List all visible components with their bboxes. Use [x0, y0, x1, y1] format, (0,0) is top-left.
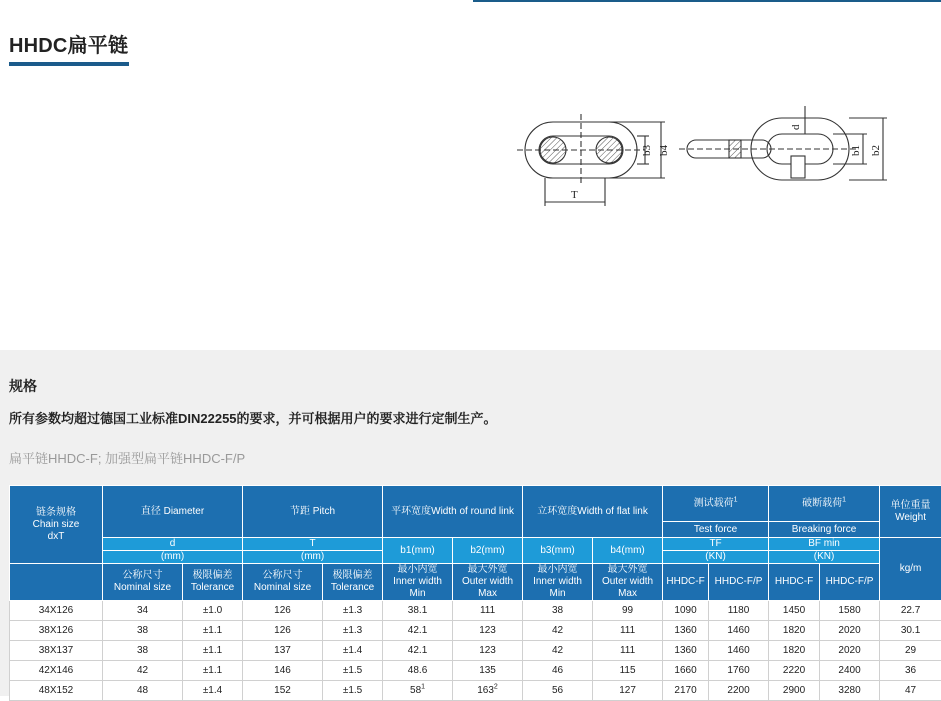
col-bf-unit: (KN)	[769, 551, 880, 564]
col-breaking-cn: 破断载荷$^1$	[769, 486, 880, 522]
col-flat-width: 立环宽度Width of flat link	[523, 486, 663, 538]
label-T: T	[571, 189, 578, 201]
col-t-nominal: 公称尺寸 Nominal size	[243, 564, 323, 601]
cell-tf-f: 1660	[663, 661, 709, 681]
cell-bf-fp: 3280	[820, 681, 880, 701]
col-d-tolerance: 极限偏差 Tolerance	[183, 564, 243, 601]
col-t-unit: (mm)	[243, 551, 383, 564]
col-round-width: 平环宽度Width of round link	[383, 486, 523, 538]
cell-t-tol: ±1.5	[323, 661, 383, 681]
cell-bf-fp: 1580	[820, 601, 880, 621]
col-b4-outer: 最大外宽 Outer width Max	[593, 564, 663, 601]
col-b1: b1(mm)	[383, 538, 453, 564]
specs-subtitle: 扁平链HHDC-F; 加强型扁平链HHDC-F/P	[9, 448, 245, 467]
cell-bf-f: 2220	[769, 661, 820, 681]
cell-bf-f: 1450	[769, 601, 820, 621]
cell-b4: 115	[593, 661, 663, 681]
cell-b1: 42.1	[383, 641, 453, 661]
cell-size: 48X152	[10, 681, 103, 701]
cell-b3: 42	[523, 641, 593, 661]
cell-bf-f: 2900	[769, 681, 820, 701]
col-tf-unit: (KN)	[663, 551, 769, 564]
cell-size: 42X146	[10, 661, 103, 681]
cell-bf-fp: 2400	[820, 661, 880, 681]
label-d: d	[790, 124, 802, 130]
cell-weight: 47	[880, 681, 941, 701]
col-d-nominal: 公称尺寸 Nominal size	[103, 564, 183, 601]
cell-bf-fp: 2020	[820, 621, 880, 641]
col-d-unit: (mm)	[103, 551, 243, 564]
col-test-force-en: Test force	[663, 522, 769, 538]
specs-section	[0, 350, 941, 696]
cell-size: 38X126	[10, 621, 103, 641]
cell-weight: 22.7	[880, 601, 941, 621]
specs-heading: 规格	[9, 376, 37, 396]
cell-size: 34X126	[10, 601, 103, 621]
cell-weight: 30.1	[880, 621, 941, 641]
table-row	[10, 661, 941, 681]
cell-b3: 38	[523, 601, 593, 621]
cell-t: 152	[243, 681, 323, 701]
col-weight-unit: kg/m	[880, 538, 941, 601]
col-tf-hhdc-f: HHDC-F	[663, 564, 709, 601]
cell-b2: 123	[453, 641, 523, 661]
col-b3-inner: 最小内宽 Inner width Min	[523, 564, 593, 601]
chain-link-diagram	[515, 100, 895, 215]
col-bf-hhdc-fp: HHDC-F/P	[820, 564, 880, 601]
col-b4: b4(mm)	[593, 538, 663, 564]
cell-b4: 99	[593, 601, 663, 621]
cell-bf-fp: 2020	[820, 641, 880, 661]
cell-t: 137	[243, 641, 323, 661]
page-title: HHDC扁平链	[9, 29, 128, 58]
cell-b4: 111	[593, 621, 663, 641]
cell-b4: 111	[593, 641, 663, 661]
table-row	[10, 601, 941, 621]
col-d-symbol: d	[103, 538, 243, 551]
col-bf-hhdc-f: HHDC-F	[769, 564, 820, 601]
cell-bf-f: 1820	[769, 641, 820, 661]
cell-d-tol: ±1.4	[183, 681, 243, 701]
cell-t-tol: ±1.3	[323, 601, 383, 621]
cell-tf-fp: 1460	[709, 621, 769, 641]
col-diameter: 直径 Diameter	[103, 486, 243, 538]
cell-d: 42	[103, 661, 183, 681]
col-breaking-en: Breaking force	[769, 522, 880, 538]
cell-b2: 135	[453, 661, 523, 681]
label-b4: b4	[658, 145, 670, 157]
col-weight: 单位重量 Weight	[880, 486, 941, 538]
title-underline	[9, 62, 129, 66]
cell-b2: 123	[453, 621, 523, 641]
col-pitch: 节距 Pitch	[243, 486, 383, 538]
cell-weight: 29	[880, 641, 941, 661]
cell-t: 126	[243, 621, 323, 641]
cell-tf-f: 1090	[663, 601, 709, 621]
specs-description: 所有参数均超过德国工业标准DIN22255的要求，并可根据用户的要求进行定制生产。	[9, 408, 497, 427]
cell-bf-f: 1820	[769, 621, 820, 641]
col-tf-hhdc-fp: HHDC-F/P	[709, 564, 769, 601]
cell-d-tol: ±1.1	[183, 661, 243, 681]
cell-d: 38	[103, 621, 183, 641]
table-row	[10, 641, 941, 661]
table-row	[10, 621, 941, 641]
spec-table	[9, 485, 941, 701]
cell-b2: 111	[453, 601, 523, 621]
cell-tf-fp: 2200	[709, 681, 769, 701]
cell-b3: 56	[523, 681, 593, 701]
col-b2: b2(mm)	[453, 538, 523, 564]
cell-b1: 48.6	[383, 661, 453, 681]
col-bf-symbol: BF min	[769, 538, 880, 551]
cell-d-tol: ±1.1	[183, 621, 243, 641]
cell-size: 38X137	[10, 641, 103, 661]
cell-t-tol: ±1.5	[323, 681, 383, 701]
cell-d-tol: ±1.1	[183, 641, 243, 661]
col-b1-inner: 最小内宽 Inner width Min	[383, 564, 453, 601]
cell-d: 48	[103, 681, 183, 701]
cell-d: 34	[103, 601, 183, 621]
cell-b4: 127	[593, 681, 663, 701]
cell-tf-f: 1360	[663, 641, 709, 661]
col-chain-size: 链条规格 Chain size dxT	[10, 486, 103, 564]
cell-b2: $163^2$	[453, 681, 523, 701]
col-b2-outer: 最大外宽 Outer width Max	[453, 564, 523, 601]
cell-t-tol: ±1.4	[323, 641, 383, 661]
cell-t-tol: ±1.3	[323, 621, 383, 641]
cell-d-tol: ±1.0	[183, 601, 243, 621]
cell-tf-f: 2170	[663, 681, 709, 701]
cell-t: 126	[243, 601, 323, 621]
cell-d: 38	[103, 641, 183, 661]
cell-tf-fp: 1180	[709, 601, 769, 621]
col-size-spacer	[10, 564, 103, 601]
cell-tf-f: 1360	[663, 621, 709, 641]
label-b1: b1	[850, 145, 862, 156]
top-accent-line	[473, 0, 941, 2]
table-row	[10, 681, 941, 701]
cell-tf-fp: 1460	[709, 641, 769, 661]
col-b3: b3(mm)	[523, 538, 593, 564]
cell-t: 146	[243, 661, 323, 681]
col-t-tolerance: 极限偏差 Tolerance	[323, 564, 383, 601]
cell-b3: 42	[523, 621, 593, 641]
spec-table-body	[10, 601, 941, 701]
cell-weight: 36	[880, 661, 941, 681]
label-b2: b2	[870, 145, 882, 156]
col-test-force-cn: 测试载荷$^1$	[663, 486, 769, 522]
col-t-symbol: T	[243, 538, 383, 551]
cell-b1: $58^1$	[383, 681, 453, 701]
cell-tf-fp: 1760	[709, 661, 769, 681]
label-b3: b3	[641, 145, 653, 157]
col-tf-symbol: TF	[663, 538, 769, 551]
cell-b1: 42.1	[383, 621, 453, 641]
cell-b3: 46	[523, 661, 593, 681]
cell-b1: 38.1	[383, 601, 453, 621]
